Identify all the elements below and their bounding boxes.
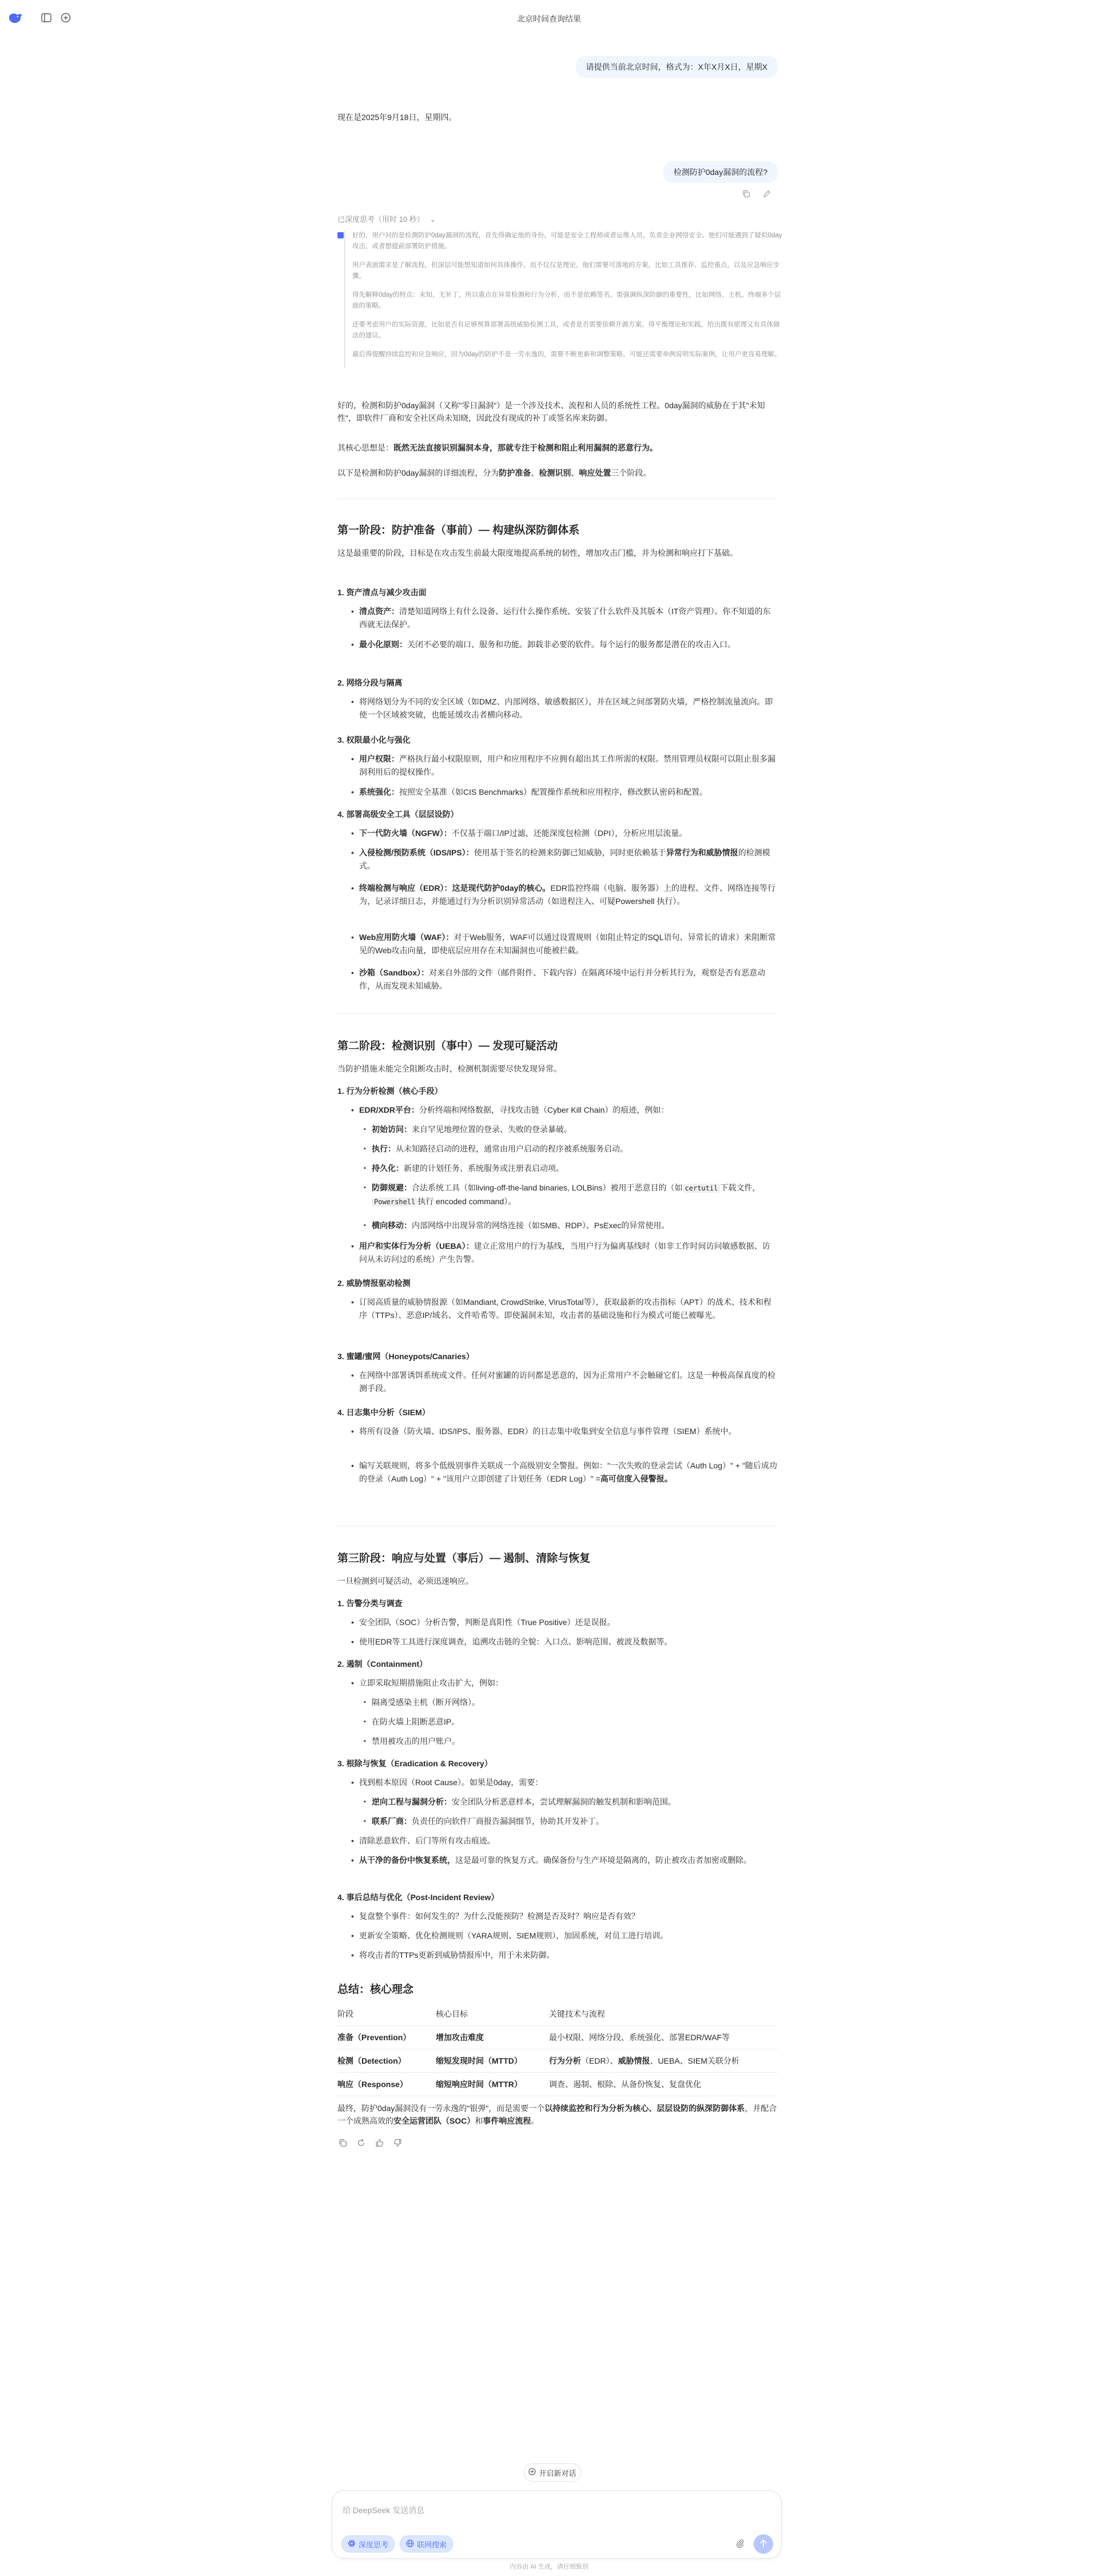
arrow-up-icon [759, 2539, 767, 2550]
assistant-message: 现在是2025年9月18日，星期四。 [337, 113, 457, 122]
list-item-heading: 4. 事后总结与优化（Post-Incident Review） [337, 1893, 499, 1902]
item-title: 部署高级安全工具（层层设防） [346, 810, 459, 819]
list-item-heading: 3. 根除与恢复（Eradication & Recovery） [337, 1759, 492, 1768]
sub-list-item [372, 1815, 778, 1828]
closing-bold: 事件响应流程 [483, 2116, 531, 2125]
list-item-heading: 2. 网络分段与隔离 [337, 678, 403, 687]
sub-list-item [372, 1795, 778, 1809]
new-chat-icon [528, 2468, 536, 2477]
list-item [359, 1616, 778, 1629]
item-text: 订阅高质量的威胁情报源（如Mandiant, CrowdStrike, VirusTotal等），获取最新的攻击指标（APT）的战术、技术和程序（TTPs）、恶意IP/域名、文件哈希等。即使漏洞未知，攻击者的基础设施和行为模式可能已被曝光。 [359, 1297, 771, 1320]
copy-icon[interactable] [741, 189, 751, 199]
closing-text: 和 [475, 2116, 483, 2125]
sub-list-item [372, 1735, 778, 1748]
sub-list-item [372, 1715, 778, 1729]
item-term: 终端检测与响应（EDR）： [359, 883, 452, 893]
item-text: 的检测模式。 [359, 848, 770, 870]
inline-code: Powershell [372, 1197, 417, 1207]
new-chat-button[interactable] [524, 2463, 581, 2482]
item-term: 联系厂商： [372, 1817, 412, 1826]
item-text: 禁用被攻击的用户账户。 [372, 1737, 460, 1746]
thinking-paragraph: 最后得提醒持续监控和应急响应，因为0day的防护不是一劳永逸的，需要不断更新和调整策略。可能还需要举例说明实际案例，让用户更容易理解。 [352, 351, 781, 358]
item-term: 逆向工程与漏洞分析： [372, 1797, 452, 1806]
outline-bold: 检测识别 [539, 468, 571, 477]
item-text: 安全团队（SOC）分析告警，判断是真阳性（True Positive）还是误报。 [359, 1618, 615, 1627]
table-cell [337, 2073, 436, 2096]
item-text: 合法系统工具（如living-off-the-land binaries, LOLBins）被用于恶意目的（如 [412, 1183, 683, 1192]
list-item [359, 1776, 778, 1789]
thinking-toggle[interactable] [337, 213, 436, 224]
cell-bold: 响应（Response） [337, 2080, 408, 2089]
list-item [359, 1929, 778, 1942]
table-header-cell: 关键技术与流程 [549, 2002, 778, 2026]
table-cell [436, 2049, 549, 2073]
list-item-heading: 3. 蜜罐/蜜网（Honeypots/Canaries） [337, 1352, 474, 1361]
deep-think-toggle[interactable] [341, 2535, 395, 2553]
cell-text: （EDR）、 [581, 2056, 618, 2065]
outline-suffix: 三个阶段。 [611, 468, 651, 477]
section-heading: 第二阶段：检测识别（事中）— 发现可疑活动 [337, 1040, 558, 1052]
item-term: Web应用防火墙（WAF）： [359, 933, 454, 942]
item-text: 来自罕见地理位置的登录、失败的登录暴破。 [412, 1125, 572, 1134]
thinking-content [344, 230, 786, 368]
outline-bold: 防护准备 [499, 468, 531, 477]
user-message: 请提供当前北京时间，格式为：X年X月X日，星期X [576, 56, 778, 78]
sub-list-item [372, 1219, 778, 1232]
core-bold: 既然无法直接识别漏洞本身，那就专注于检测和阻止利用漏洞的恶意行为。 [393, 443, 658, 452]
table-cell [549, 2049, 778, 2073]
section-intro: 当防护措施未能完全阻断攻击时，检测机制需要尽快发现异常。 [337, 1064, 562, 1073]
item-term: 沙箱（Sandbox）： [359, 968, 429, 977]
item-title: 遏制（Containment） [346, 1659, 428, 1669]
item-text: 执行 encoded command）。 [417, 1197, 516, 1206]
list-item [359, 1910, 778, 1923]
list-item-heading: 4. 日志集中分析（SIEM） [337, 1408, 430, 1417]
item-text: 分析终端和网络数据，寻找攻击链（Cyber Kill Chain）的痕迹，例如： [419, 1105, 669, 1114]
message-composer[interactable] [332, 2490, 782, 2559]
closing-bold: 安全运营团队（SOC） [393, 2116, 475, 2125]
thinking-paragraph: 还要考虑用户的实际资源，比如是否有足够预算部署高级威胁检测工具，或者是否需要依赖开源方案。得平衡理论和实践，给出既有原理又有具体做法的建议。 [352, 321, 780, 339]
list-item [359, 1369, 778, 1395]
item-text: 找到根本原因（Root Cause）。如果是0day，需要： [359, 1778, 543, 1787]
item-title: 蜜罐/蜜网（Honeypots/Canaries） [346, 1352, 474, 1361]
list-item [359, 753, 778, 779]
item-text: 隔离受感染主机（断开网络）。 [372, 1698, 480, 1707]
list-item [359, 695, 778, 722]
list-item [359, 846, 778, 873]
closing-text: 。 [531, 2116, 539, 2125]
item-text: 从未知路径启动的进程，通常由用户启动的程序被系统服务启动。 [396, 1144, 628, 1153]
item-text: 新建的计划任务、系统服务或注册表启动项。 [404, 1164, 564, 1173]
item-text: 在网络中部署诱饵系统或文件。任何对蜜罐的访问都是恶意的，因为正常用户不会触碰它们。这是一种极高保真度的检测手段。 [359, 1371, 775, 1393]
list-item-heading: 3. 权限最小化与强化 [337, 735, 411, 744]
item-term: 系统强化： [359, 787, 399, 797]
table-row [337, 2073, 778, 2096]
inline-code: certutil [683, 1184, 721, 1193]
web-search-label: 联网搜索 [417, 2540, 447, 2549]
conversation-title: 北京时间查询结果 [517, 14, 581, 23]
item-term: 用户权限： [359, 754, 399, 763]
item-text: 下载文件， [720, 1183, 761, 1192]
response-actions [337, 2137, 403, 2148]
list-item [359, 1834, 778, 1848]
section-heading: 第一阶段：防护准备（事前）— 构建纵深防御体系 [337, 524, 580, 536]
list-item-heading: 4. 部署高级安全工具（层层设防） [337, 810, 459, 819]
list-item-heading: 1. 行为分析检测（核心手段） [337, 1086, 443, 1096]
item-text: 在防火墙上阻断恶意IP。 [372, 1717, 460, 1726]
item-title: 网络分段与隔离 [346, 678, 403, 687]
divider [337, 1013, 778, 1014]
outline-bold: 响应处置 [579, 468, 611, 477]
item-term: 横向移动： [372, 1221, 412, 1230]
item-term: 防御规避： [372, 1183, 412, 1192]
answer-outline: 以下是检测和防护0day漏洞的详细流程，分为防护准备、检测识别、响应处置三个阶段。 [337, 468, 651, 477]
answer-intro: 好的，检测和防护0day漏洞（又称"零日漏洞"）是一个涉及技术、流程和人员的系统性工程。0day漏洞的威胁在于其"未知性"，即软件厂商和安全社区尚未知晓，因此没有现成的补丁或签名库来防御。 [337, 401, 765, 423]
table-cell [436, 2073, 549, 2096]
list-item [359, 1459, 778, 1486]
closing-bold: 以持续监控和行为分析为核心、层层设防的纵深防御体系 [544, 2104, 745, 2113]
table-cell [337, 2026, 436, 2049]
list-item [359, 966, 778, 993]
item-text: 按照安全基准（如CIS Benchmarks）配置操作系统和应用程序，修改默认密码和配置。 [399, 787, 708, 797]
item-text: 立即采取短期措施阻止攻击扩大，例如： [359, 1678, 503, 1687]
list-item-heading: 2. 遏制（Containment） [337, 1659, 428, 1669]
item-term: 执行： [372, 1144, 396, 1153]
item-text: 将所有设备（防火墙、IDS/IPS、服务器、EDR）的日志集中收集到安全信息与事件管理（SIEM）系统中。 [359, 1427, 737, 1436]
edit-icon[interactable] [762, 189, 772, 199]
item-term: 下一代防火墙（NGFW）： [359, 829, 452, 838]
thumbs-down-icon[interactable] [392, 2137, 403, 2148]
item-text: 安全团队分析恶意样本，尝试理解漏洞的触发机制和影响范围。 [452, 1797, 676, 1806]
item-title: 权限最小化与强化 [346, 735, 411, 744]
web-search-toggle[interactable] [400, 2535, 453, 2553]
item-text: 编写关联规则，将多个低级别事件关联成一个高级别安全警报。例如："一次失败的登录尝试（Auth Log）" + "随后成功的登录（Auth Log）" + "该用户立即创建了计划任务（EDR Log）" = [359, 1461, 777, 1483]
sub-list-item [372, 1123, 778, 1136]
atom-icon [348, 2539, 356, 2549]
list-item-heading: 1. 告警分类与调查 [337, 1599, 403, 1608]
item-bold: 这是现代防护0day的核心。 [452, 883, 551, 893]
list-item [359, 1949, 778, 1962]
item-text: 关闭不必要的端口、服务和功能。卸载非必要的软件。每个运行的服务都是潜在的攻击入口。 [407, 640, 735, 649]
user-message-actions [741, 189, 772, 199]
cell-bold: 准备（Prevention） [337, 2033, 411, 2042]
globe-icon [406, 2539, 414, 2549]
closing-text: ，并配合一个成熟高效的 [337, 2104, 777, 2125]
item-term: 从干净的备份中恢复系统， [359, 1856, 455, 1865]
chat-column [337, 0, 782, 2453]
list-item [359, 931, 778, 957]
item-text: 将攻击者的TTPs更新到威胁情报库中，用于未来防御。 [359, 1950, 555, 1960]
answer-core [337, 441, 778, 454]
disclaimer: 内容由 AI 生成，请仔细甄别 [510, 2563, 588, 2570]
item-term: 初始访问： [372, 1125, 412, 1134]
cell-bold: 增加攻击难度 [436, 2033, 484, 2042]
regenerate-icon[interactable] [356, 2137, 366, 2148]
table-header-row [337, 2002, 778, 2026]
thumbs-up-icon[interactable] [374, 2137, 384, 2148]
list-item [359, 1635, 778, 1649]
cell-bold: 缩短发现时间（MTTD） [436, 2056, 522, 2065]
send-button[interactable] [754, 2534, 773, 2554]
table-cell: 最小权限、网络分段、系统强化、部署EDR/WAF等 [549, 2026, 778, 2049]
item-title: 告警分类与调查 [346, 1599, 403, 1608]
closing-paragraph [337, 2102, 778, 2127]
cell-text: 、UEBA、SIEM关联分析 [650, 2056, 739, 2065]
item-text: 对于Web服务，WAF可以通过设置规则（如阻止特定的SQL语句、异常长的请求）来阻断常见的Web攻击向量，即使底层应用存在未知漏洞也可能被拦截。 [359, 933, 776, 955]
thinking-checkbox-icon [337, 232, 344, 238]
item-title: 根除与恢复（Eradication & Recovery） [346, 1759, 492, 1768]
item-text: 这是最可靠的恢复方式。确保备份与生产环境是隔离的，防止被攻击者加密或删除。 [455, 1856, 751, 1865]
new-chat-label: 开启新对话 [539, 2468, 576, 2478]
cell-bold: 检测（Detection） [337, 2056, 406, 2065]
item-term: EDR/XDR平台： [359, 1105, 420, 1114]
sub-list-item [372, 1696, 778, 1709]
item-term: 清点资产： [359, 607, 399, 616]
paperclip-icon[interactable] [735, 2539, 745, 2550]
item-text: 更新安全策略、优化检测规则（YARA规则、SIEM规则），加固系统，对员工进行培训。 [359, 1931, 669, 1940]
list-item [359, 1296, 778, 1322]
thinking-paragraph: 用户表面需求是了解流程，但深层可能想知道如何具体操作，而不仅仅是理论。他们需要可落地的方案，比如工具推荐、监控重点，以及应急响应步骤。 [352, 262, 780, 280]
item-text: 负责任的向软件厂商报告漏洞细节，协助其开发补丁。 [412, 1817, 604, 1826]
table-cell [436, 2026, 549, 2049]
table-header-cell: 阶段 [337, 2002, 436, 2026]
list-item [359, 827, 778, 840]
item-text: 不仅基于端口/IP过滤，还能深度包检测（DPI），分析应用层流量。 [451, 829, 687, 838]
closing-text: 最终，防护0day漏洞没有一劳永逸的"银弹"，而是需要一个 [337, 2104, 545, 2113]
section-heading: 第三阶段：响应与处置（事后）— 遏制、清除与恢复 [337, 1552, 591, 1564]
item-term: 最小化原则： [359, 640, 407, 649]
list-item [359, 882, 778, 908]
table-cell: 调查、遏制、根除、从备份恢复、复盘优化 [549, 2073, 778, 2096]
thinking-paragraph: 得先解释0day的特点：未知、无补丁，所以重点在异常检测和行为分析，而不是依赖签名。需强调纵深防御的重要性，比如网络、主机、终端多个层面的策略。 [352, 292, 781, 309]
item-title: 资产清点与减少攻击面 [346, 588, 427, 597]
message-input[interactable]: 给 DeepSeek 发送消息 [343, 2506, 425, 2515]
cell-bold: 威胁情报 [618, 2056, 650, 2065]
list-item-heading: 1. 资产清点与减少攻击面 [337, 588, 427, 597]
summary-heading: 总结：核心理念 [337, 1984, 414, 1996]
item-text: 清除恶意软件、后门等所有攻击痕迹。 [359, 1836, 495, 1845]
section-intro: 一旦检测到可疑活动，必须迅速响应。 [337, 1576, 474, 1586]
item-title: 事后总结与优化（Post-Incident Review） [346, 1893, 499, 1902]
sub-list-item [372, 1142, 778, 1156]
sub-list-item [372, 1162, 778, 1175]
item-text: 使用基于签名的检测来防御已知威胁，同时更依赖基于 [474, 848, 666, 857]
thinking-label: 已深度思考（用时 10 秒） [337, 215, 424, 224]
list-item [359, 1425, 778, 1438]
user-message: 检测防护0day漏洞的流程? [663, 161, 778, 183]
item-text: EDR监控终端（电脑、服务器）上的进程、文件、网络连接等行为，记录详细日志，并能通过行为分析识别异常活动（如进程注入、可疑Powershell 执行）。 [359, 883, 776, 906]
chevron-down-icon: ⌄ [429, 215, 436, 224]
list-item [359, 605, 778, 631]
summary-table [337, 2002, 778, 2096]
item-text: 复盘整个事件：如何发生的？为什么没能预防？检测是否及时？响应是否有效？ [359, 1912, 639, 1921]
item-bold: 高可信度入侵警报。 [600, 1474, 673, 1483]
list-item [359, 638, 778, 651]
list-item [359, 1240, 778, 1266]
item-bold: 异常行为和威胁情报 [666, 848, 738, 857]
list-item [359, 1677, 778, 1690]
thinking-paragraph: 好的，用户问的是检测防护0day漏洞的流程，首先得确定他的身份。可能是安全工程师或者运维人员，负责企业网络安全。他们可能遇到了疑似0day攻击，或者想提前部署防护措施。 [352, 232, 782, 250]
deep-think-label: 深度思考 [359, 2540, 389, 2549]
outline-prefix: 以下是检测和防护0day漏洞的详细流程，分为 [337, 468, 499, 477]
item-term: 用户和实体行为分析（UEBA）： [359, 1241, 474, 1251]
table-row [337, 2049, 778, 2073]
cell-bold: 缩短响应时间（MTTR） [436, 2080, 522, 2089]
core-prefix: 其核心思想是： [337, 443, 393, 452]
table-row [337, 2026, 778, 2049]
item-text: 对来自外部的文件（邮件附件、下载内容）在隔离环境中运行并分析其行为，观察是否有恶意动作，从而发现未知威胁。 [359, 968, 766, 990]
cell-bold: 行为分析 [549, 2056, 581, 2065]
item-text: 使用EDR等工具进行深度调查，追溯攻击链的全貌：入口点、影响范围、被波及数据等。 [359, 1637, 673, 1646]
copy-icon[interactable] [337, 2137, 348, 2148]
item-text: 清楚知道网络上有什么设备、运行什么操作系统、安装了什么软件及其版本（IT资产管理）。你不知道的东西就无法保护。 [359, 607, 771, 629]
table-cell [337, 2049, 436, 2073]
list-item-heading: 2. 威胁情报驱动检测 [337, 1279, 411, 1288]
item-text: 严格执行最小权限原则，用户和应用程序不应拥有超出其工作所需的权限。禁用管理员权限可以阻止很多漏洞利用后的提权操作。 [359, 754, 775, 777]
item-title: 日志集中分析（SIEM） [346, 1408, 430, 1417]
item-text: 将网络划分为不同的安全区域（如DMZ、内部网络、敏感数据区），并在区域之间部署防火墙，严格控制流量流向。即使一个区域被突破，也能延缓攻击者横向移动。 [359, 697, 773, 719]
item-title: 威胁情报驱动检测 [346, 1279, 411, 1288]
sub-list-item [372, 1181, 778, 1209]
item-text: 内部网络中出现异常的网络连接（如SMB、RDP）、PsExec的异常使用。 [412, 1221, 670, 1230]
list-item [359, 1854, 778, 1867]
table-header-cell: 核心目标 [436, 2002, 549, 2026]
section-intro: 这是最重要的阶段，目标是在攻击发生前最大限度地提高系统的韧性，增加攻击门槛，并为检测和响应打下基础。 [337, 548, 738, 558]
item-title: 行为分析检测（核心手段） [346, 1086, 443, 1096]
list-item [359, 786, 778, 799]
item-text: 建立正常用户的行为基线，当用户行为偏离基线时（如非工作时间访问敏感数据、访问从未访问过的系统）产生告警。 [359, 1241, 770, 1264]
list-item [359, 1104, 778, 1117]
item-term: 持久化： [372, 1164, 404, 1173]
item-term: 入侵检测/预防系统（IDS/IPS）： [359, 848, 474, 857]
